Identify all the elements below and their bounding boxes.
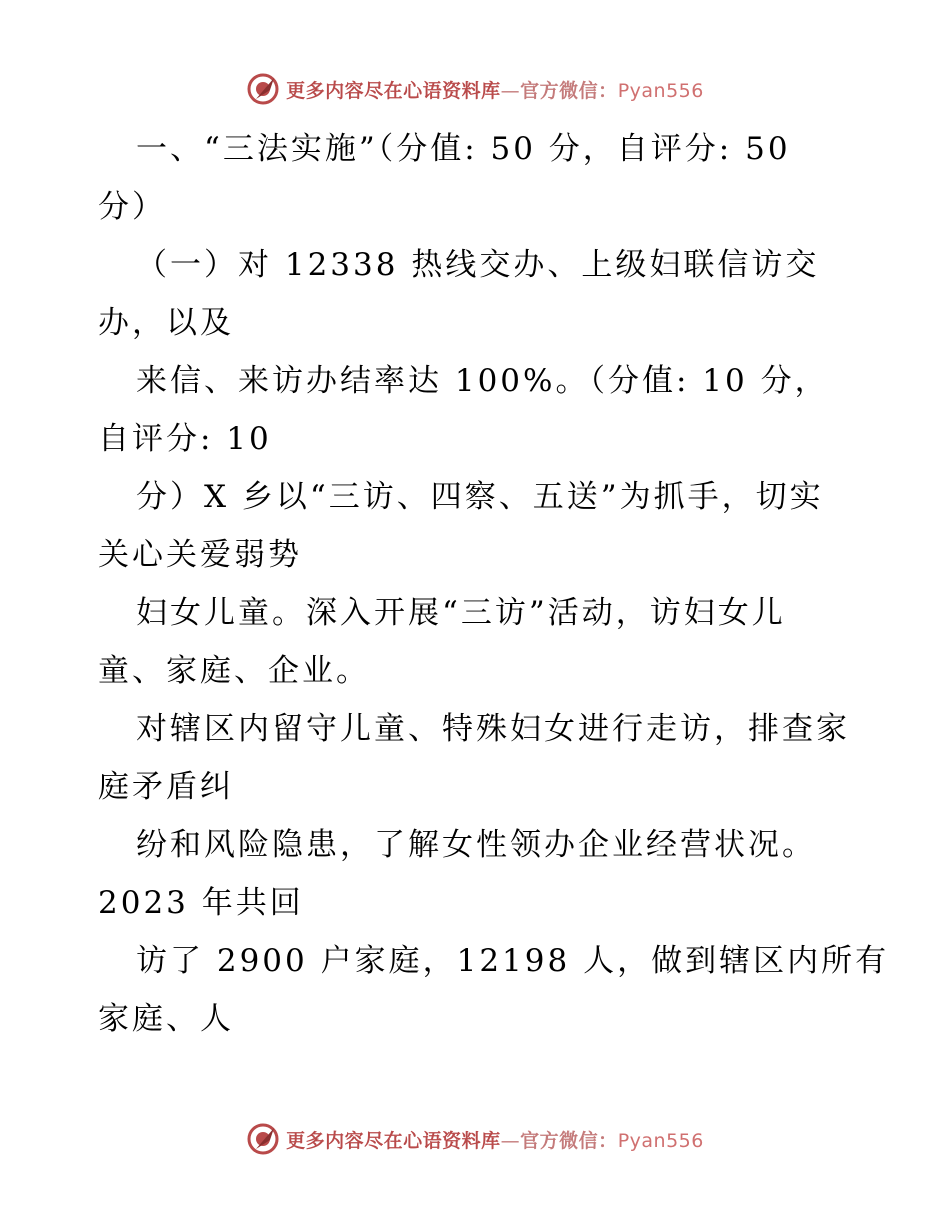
watermark-dash: —	[500, 1129, 521, 1152]
header-watermark	[0, 72, 950, 106]
text-line: 访了 2900 户家庭，12198 人，做到辖区内所有	[136, 943, 890, 979]
watermark-brand: 更多内容尽在心语资料库	[286, 1129, 501, 1152]
watermark-brand: 更多内容尽在心语资料库	[286, 79, 501, 102]
footer-watermark	[0, 1122, 950, 1156]
text-line: 来信、来访办结率达 100%。（分值: 10 分，	[136, 363, 829, 399]
watermark-id: Pyan556	[617, 79, 704, 102]
watermark-label: 官方微信：	[520, 1129, 618, 1152]
text-line: 对辖区内留守儿童、特殊妇女进行走访，排查家	[136, 711, 850, 747]
text-line: 分）X 乡以“三访、四察、五送”为抓手，切实	[136, 479, 824, 515]
watermark-id: Pyan556	[617, 1129, 704, 1152]
text-line: （一）对 12338 热线交办、上级妇联信访交	[136, 247, 820, 283]
text-line: 分）	[98, 189, 166, 225]
quill-logo-icon	[246, 72, 280, 106]
text-line: 办，以及	[98, 305, 234, 341]
text-line: 家庭、人	[98, 1001, 234, 1037]
text-line: 一、“三法实施”（分值: 50 分，自评分: 50	[136, 131, 791, 167]
quill-logo-icon	[246, 1122, 280, 1156]
watermark-text	[286, 76, 704, 103]
text-line: 2023 年共回	[98, 885, 304, 921]
watermark-text	[286, 1126, 704, 1153]
text-line: 自评分: 10	[98, 421, 272, 457]
text-line: 童、家庭、企业。	[98, 653, 370, 689]
text-line: 庭矛盾纠	[98, 769, 234, 805]
document-body	[98, 120, 890, 1048]
text-line: 妇女儿童。深入开展“三访”活动，访妇女儿	[136, 595, 786, 631]
text-line: 关心关爱弱势	[98, 537, 302, 573]
text-line: 纷和风险隐患，了解女性领办企业经营状况。	[136, 827, 816, 863]
watermark-dash: —	[500, 79, 521, 102]
watermark-label: 官方微信：	[520, 79, 618, 102]
